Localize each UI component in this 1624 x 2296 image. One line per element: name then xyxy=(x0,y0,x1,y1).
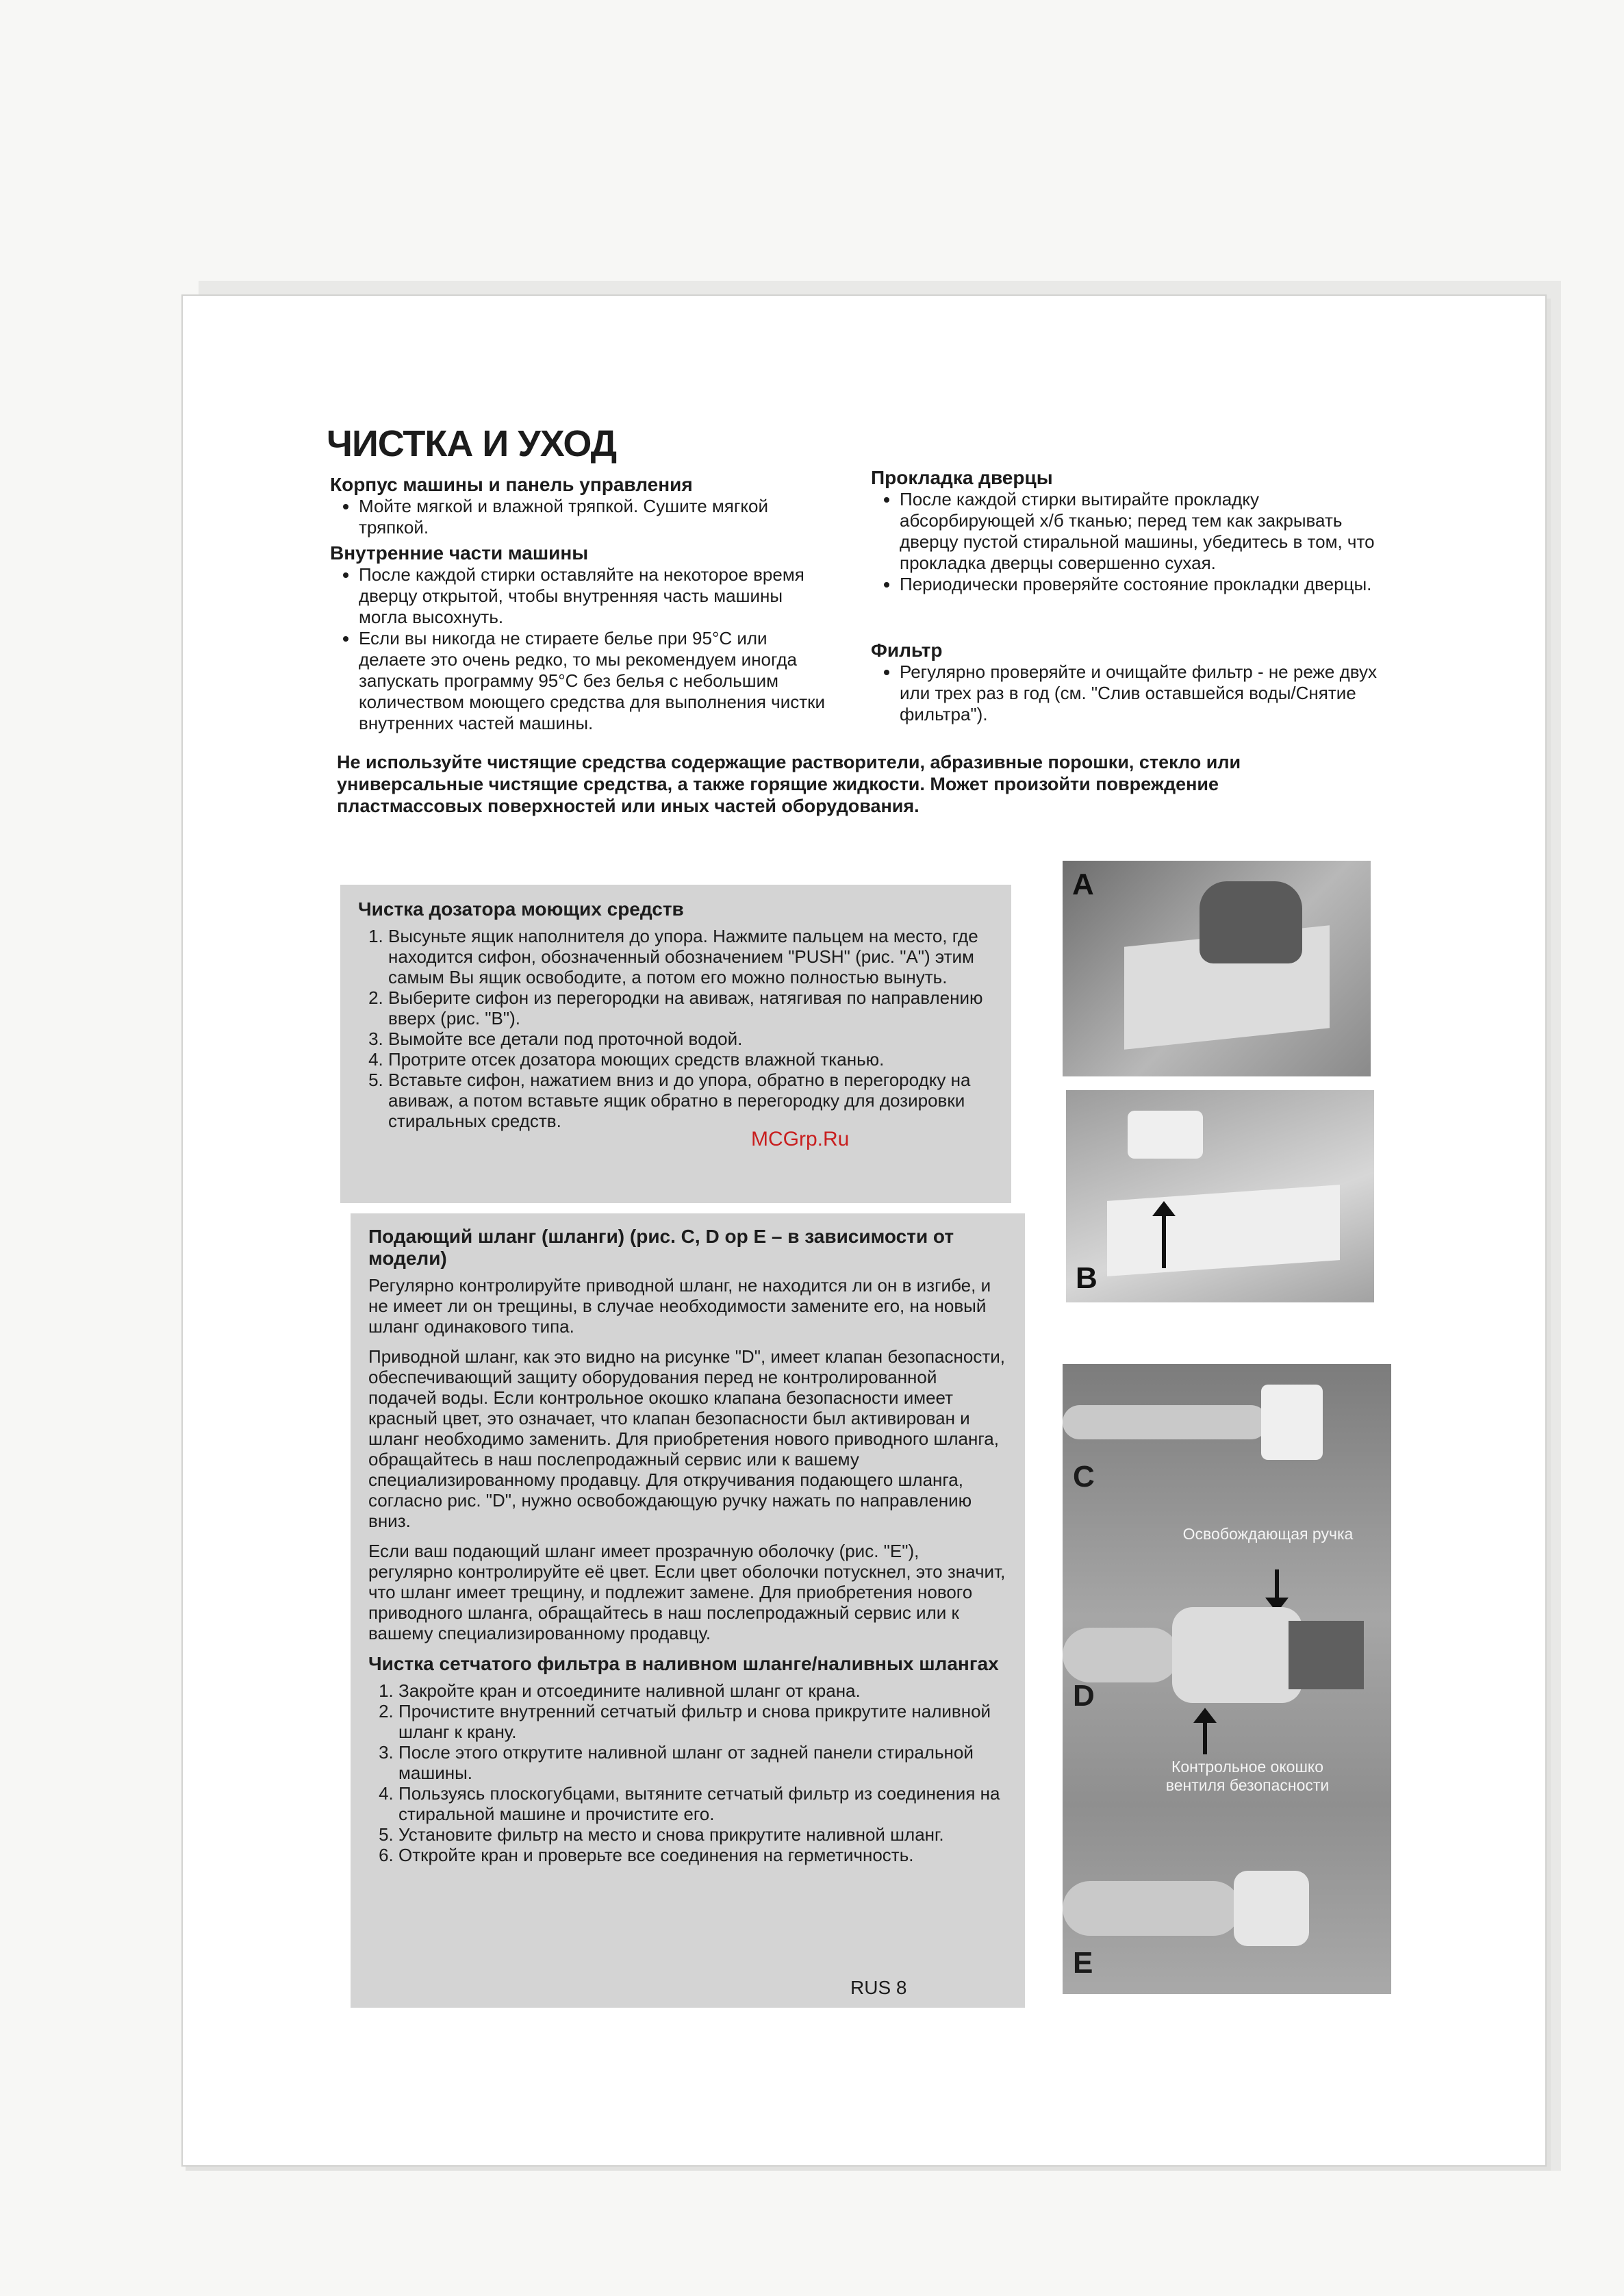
list-item: 4. Пользуясь плоскогубцами, вытяните сетчатый фильтр из соединения на стиральной машине и прочистите его. xyxy=(398,1783,1007,1824)
release-handle-label: Освобождающая ручка xyxy=(1182,1525,1354,1543)
warning-text: Не используйте чистящие средства содержащие растворители, абразивные порошки, стекло или универсальные чистящие средства, а также горящие жидкости. Может произойти повреждение пластмассовых поверхностей или иных частей оборудования. xyxy=(337,752,1241,816)
figure-label: D xyxy=(1073,1679,1095,1713)
list-item: 3. После этого открутите наливной шланг от задней панели стиральной машины. xyxy=(398,1742,1007,1783)
siphon-shape xyxy=(1128,1111,1203,1159)
list-item: 2. Прочистите внутренний сетчатый фильтр и снова прикрутите наливной шланг к крану. xyxy=(398,1701,1007,1742)
hose-e-shape xyxy=(1063,1881,1241,1936)
arrow-up-icon xyxy=(1162,1213,1166,1268)
page-number: RUS 8 xyxy=(850,1977,907,1998)
figure-label: C xyxy=(1073,1460,1095,1493)
arrow-down-icon xyxy=(1275,1569,1279,1600)
list-item: 6. Откройте кран и проверьте все соединения на герметичность. xyxy=(398,1845,1007,1865)
bullet-list xyxy=(330,564,830,734)
figure-label: E xyxy=(1073,1946,1093,1980)
list-item: 5. Вставьте сифон, нажатием вниз и до упора, обратно в перегородку на авиваж, а потом вставьте ящик обратно в перегородку для дозировки стиральных средств. xyxy=(388,1070,993,1131)
steps-list xyxy=(368,1680,1007,1865)
paragraph: Приводной шланг, как это видно на рисунке "D", имеет клапан безопасности, обеспечивающий защиту оборудования перед не контролированной подачей воды. Если контрольное окошко клапана безопасности имеет красный цвет, это означает, что клапан безопасности был активирован и шланг необходимо заменить. Для приобретения нового приводного шланга, обращайтесь в наш послепродажный сервис или к вашему специализированному продавцу. Для откручивания подающего шланга, согласно рис. "D", нужно освобождающую ручку нажать по направлению вниз. xyxy=(368,1346,1005,1531)
steps-list xyxy=(358,926,993,1131)
figure-label: B xyxy=(1076,1261,1098,1295)
list-item: 2. Выберите сифон из перегородки на авиваж, натягивая по направлению вверх (рис. "B"). xyxy=(388,987,993,1029)
section-heading: Прокладка дверцы xyxy=(871,467,1053,488)
hose-d-nut xyxy=(1289,1621,1364,1689)
list-item: • Если вы никогда не стираете белье при 95°C или делаете это очень редко, то мы рекомендуем иногда запускать программу 95°C без белья с небольшим количеством моющего средства для выполнения чистки внутренних частей машины. xyxy=(359,628,830,734)
figure-cde-photo xyxy=(1063,1364,1391,1994)
paragraph: Если ваш подающий шланг имеет прозрачную оболочку (рис. "E"), регулярно контролируйте её цвет. Если цвет оболочки потускнел, это значит, что шланг имеет трещину, и подлежит замене. Для приобретения нового приводного шланга, обращайтесь в наш послепродажный сервис или к вашему специализированному продавцу. xyxy=(368,1541,1006,1643)
box-heading: Чистка дозатора моющих средств xyxy=(358,898,684,920)
list-item: 1. Высуньте ящик наполнителя до упора. Нажмите пальцем на место, где находится сифон, обозначенный обозначением "PUSH" (рис. "A") этим самым Вы ящик освободите, а потом его можно полностью вынуть. xyxy=(388,926,993,987)
hose-c-connector xyxy=(1261,1385,1323,1460)
section-body-panel xyxy=(330,474,830,538)
list-item: 5. Установите фильтр на место и снова прикрутите наливной шланг. xyxy=(398,1824,1007,1845)
arrow-up-icon xyxy=(1203,1720,1207,1754)
hose-d-shape xyxy=(1063,1628,1179,1682)
watermark: MCGrp.Ru xyxy=(751,1128,850,1150)
list-item: 4. Протрите отсек дозатора моющих средств влажной тканью. xyxy=(388,1049,993,1070)
bullet-list xyxy=(871,489,1391,595)
hose-c-shape xyxy=(1063,1405,1268,1439)
section-door-gasket xyxy=(871,467,1391,595)
section-heading: Внутренние части машины xyxy=(330,542,589,564)
dispenser-cleaning-box xyxy=(340,885,1011,1203)
bullet-list xyxy=(330,496,830,538)
section-inner-parts xyxy=(330,542,830,734)
list-item: 3. Вымойте все детали под проточной водой. xyxy=(388,1029,993,1049)
drawer-shape xyxy=(1107,1185,1340,1276)
figure-label: A xyxy=(1072,868,1094,901)
list-item: • Регулярно проверяйте и очищайте фильтр - не реже двух или трех раз в год (см. "Слив оставшейся воды/Снятие фильтра"). xyxy=(900,661,1391,725)
box-heading: Подающий шланг (шланги) (рис. C, D ор E – в зависимости от модели) xyxy=(368,1226,954,1269)
inlet-hose-box xyxy=(351,1213,1025,2008)
list-item: • После каждой стирки оставляйте на некоторое время дверцу открытой, чтобы внутренняя часть машины могла высохнуть. xyxy=(359,564,830,628)
bullet-list xyxy=(871,661,1391,725)
box-subheading: Чистка сетчатого фильтра в наливном шланге/наливных шлангах xyxy=(368,1653,999,1674)
list-item: • Мойте мягкой и влажной тряпкой. Сушите мягкой тряпкой. xyxy=(359,496,830,538)
manual-page xyxy=(181,294,1547,2167)
safety-window-label: Контрольное окошко вентиля безопасности xyxy=(1165,1758,1330,1794)
hose-e-connector xyxy=(1234,1871,1309,1946)
section-heading: Корпус машины и панель управления xyxy=(330,474,693,495)
paragraph: Регулярно контролируйте приводной шланг, не находится ли он в изгибе, и не имеет ли он трещины, в случае необходимости замените его, на новый шланг одинакового типа. xyxy=(368,1275,991,1337)
figure-b-photo xyxy=(1066,1090,1374,1302)
page-title: ЧИСТКА И УХОД xyxy=(327,423,617,464)
section-heading: Фильтр xyxy=(871,640,943,661)
list-item: • Периодически проверяйте состояние прокладки дверцы. xyxy=(900,574,1391,595)
list-item: 1. Закройте кран и отсоедините наливной шланг от крана. xyxy=(398,1680,1007,1701)
hand-shape xyxy=(1200,881,1302,963)
figure-a-photo xyxy=(1063,861,1371,1076)
safety-valve-body xyxy=(1172,1607,1302,1703)
list-item: • После каждой стирки вытирайте прокладку абсорбирующей х/б тканью; перед тем как закрывать дверцу пустой стиральной машины, убедитесь в том, что прокладка дверцы совершенно сухая. xyxy=(900,489,1391,574)
section-filter xyxy=(871,640,1391,725)
